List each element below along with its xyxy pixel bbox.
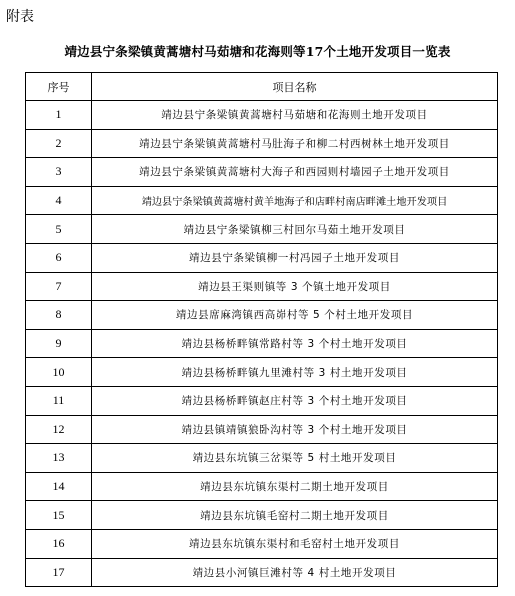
- row-seq: 8: [26, 301, 92, 330]
- row-seq: 6: [26, 243, 92, 272]
- row-project-name: 靖边县宁条梁镇柳三村回尔马茹土地开发项目: [92, 215, 498, 244]
- row-seq: 12: [26, 415, 92, 444]
- row-seq: 13: [26, 444, 92, 473]
- row-seq: 17: [26, 558, 92, 587]
- table-row: [26, 301, 498, 330]
- table-row: [26, 444, 498, 473]
- row-seq: 16: [26, 529, 92, 558]
- table-row: [26, 415, 498, 444]
- row-seq: 3: [26, 158, 92, 187]
- project-table: [25, 72, 498, 587]
- document-title: 靖边县宁条梁镇黄蒿塘村马茹塘和花海则等17个土地开发项目一览表: [64, 44, 451, 59]
- table-row: [26, 272, 498, 301]
- row-project-name: 靖边县杨桥畔镇赵庄村等 3 个村土地开发项目: [92, 386, 498, 415]
- table-row: [26, 329, 498, 358]
- row-seq: 11: [26, 386, 92, 415]
- row-seq: 7: [26, 272, 92, 301]
- row-seq: 2: [26, 129, 92, 158]
- row-project-name: 靖边县东坑镇毛窑村二期土地开发项目: [92, 501, 498, 530]
- project-table-body: [26, 101, 498, 587]
- table-row: [26, 186, 498, 215]
- row-project-name: 靖边县东坑镇东渠村和毛窑村土地开发项目: [92, 529, 498, 558]
- row-seq: 5: [26, 215, 92, 244]
- row-project-name: 靖边县东坑镇三岔渠等 5 村土地开发项目: [92, 444, 498, 473]
- table-row: [26, 243, 498, 272]
- row-seq: 1: [26, 101, 92, 130]
- table-row: [26, 101, 498, 130]
- row-project-name: 靖边县宁条梁镇黄蒿塘村马肚海子和柳二村西树林土地开发项目: [92, 129, 498, 158]
- table-row: [26, 215, 498, 244]
- appendix-label: 附表: [6, 9, 34, 25]
- row-seq: 4: [26, 186, 92, 215]
- header-row: [26, 73, 498, 101]
- table-row: [26, 358, 498, 387]
- column-header-name: 项目名称: [92, 73, 498, 101]
- table-row: [26, 501, 498, 530]
- row-project-name: 靖边县东坑镇东渠村二期土地开发项目: [92, 472, 498, 501]
- column-header-seq: 序号: [26, 73, 92, 101]
- table-row: [26, 158, 498, 187]
- row-project-name: 靖边县宁条梁镇黄蒿塘村大海子和西园则村墙园子土地开发项目: [92, 158, 498, 187]
- row-project-name: 靖边县席麻湾镇西高峁村等 5 个村土地开发项目: [92, 301, 498, 330]
- project-table-header: [26, 73, 498, 101]
- row-seq: 15: [26, 501, 92, 530]
- table-row: [26, 386, 498, 415]
- row-seq: 14: [26, 472, 92, 501]
- table-row: [26, 529, 498, 558]
- row-project-name: 靖边县杨桥畔镇常路村等 3 个村土地开发项目: [92, 329, 498, 358]
- row-project-name: 靖边县王渠则镇等 3 个镇土地开发项目: [92, 272, 498, 301]
- row-seq: 9: [26, 329, 92, 358]
- table-row: [26, 558, 498, 587]
- row-project-name: 靖边县宁条梁镇黄蒿塘村黄羊地海子和店畔村南店畔滩土地开发项目: [92, 186, 498, 215]
- table-row: [26, 129, 498, 158]
- row-seq: 10: [26, 358, 92, 387]
- table-row: [26, 472, 498, 501]
- row-project-name: 靖边县宁条梁镇柳一村冯园子土地开发项目: [92, 243, 498, 272]
- row-project-name: 靖边县小河镇巨滩村等 4 村土地开发项目: [92, 558, 498, 587]
- row-project-name: 靖边县宁条梁镇黄蒿塘村马茹塘和花海则土地开发项目: [92, 101, 498, 130]
- row-project-name: 靖边县镇靖镇狼卧沟村等 3 个村土地开发项目: [92, 415, 498, 444]
- row-project-name: 靖边县杨桥畔镇九里滩村等 3 村土地开发项目: [92, 358, 498, 387]
